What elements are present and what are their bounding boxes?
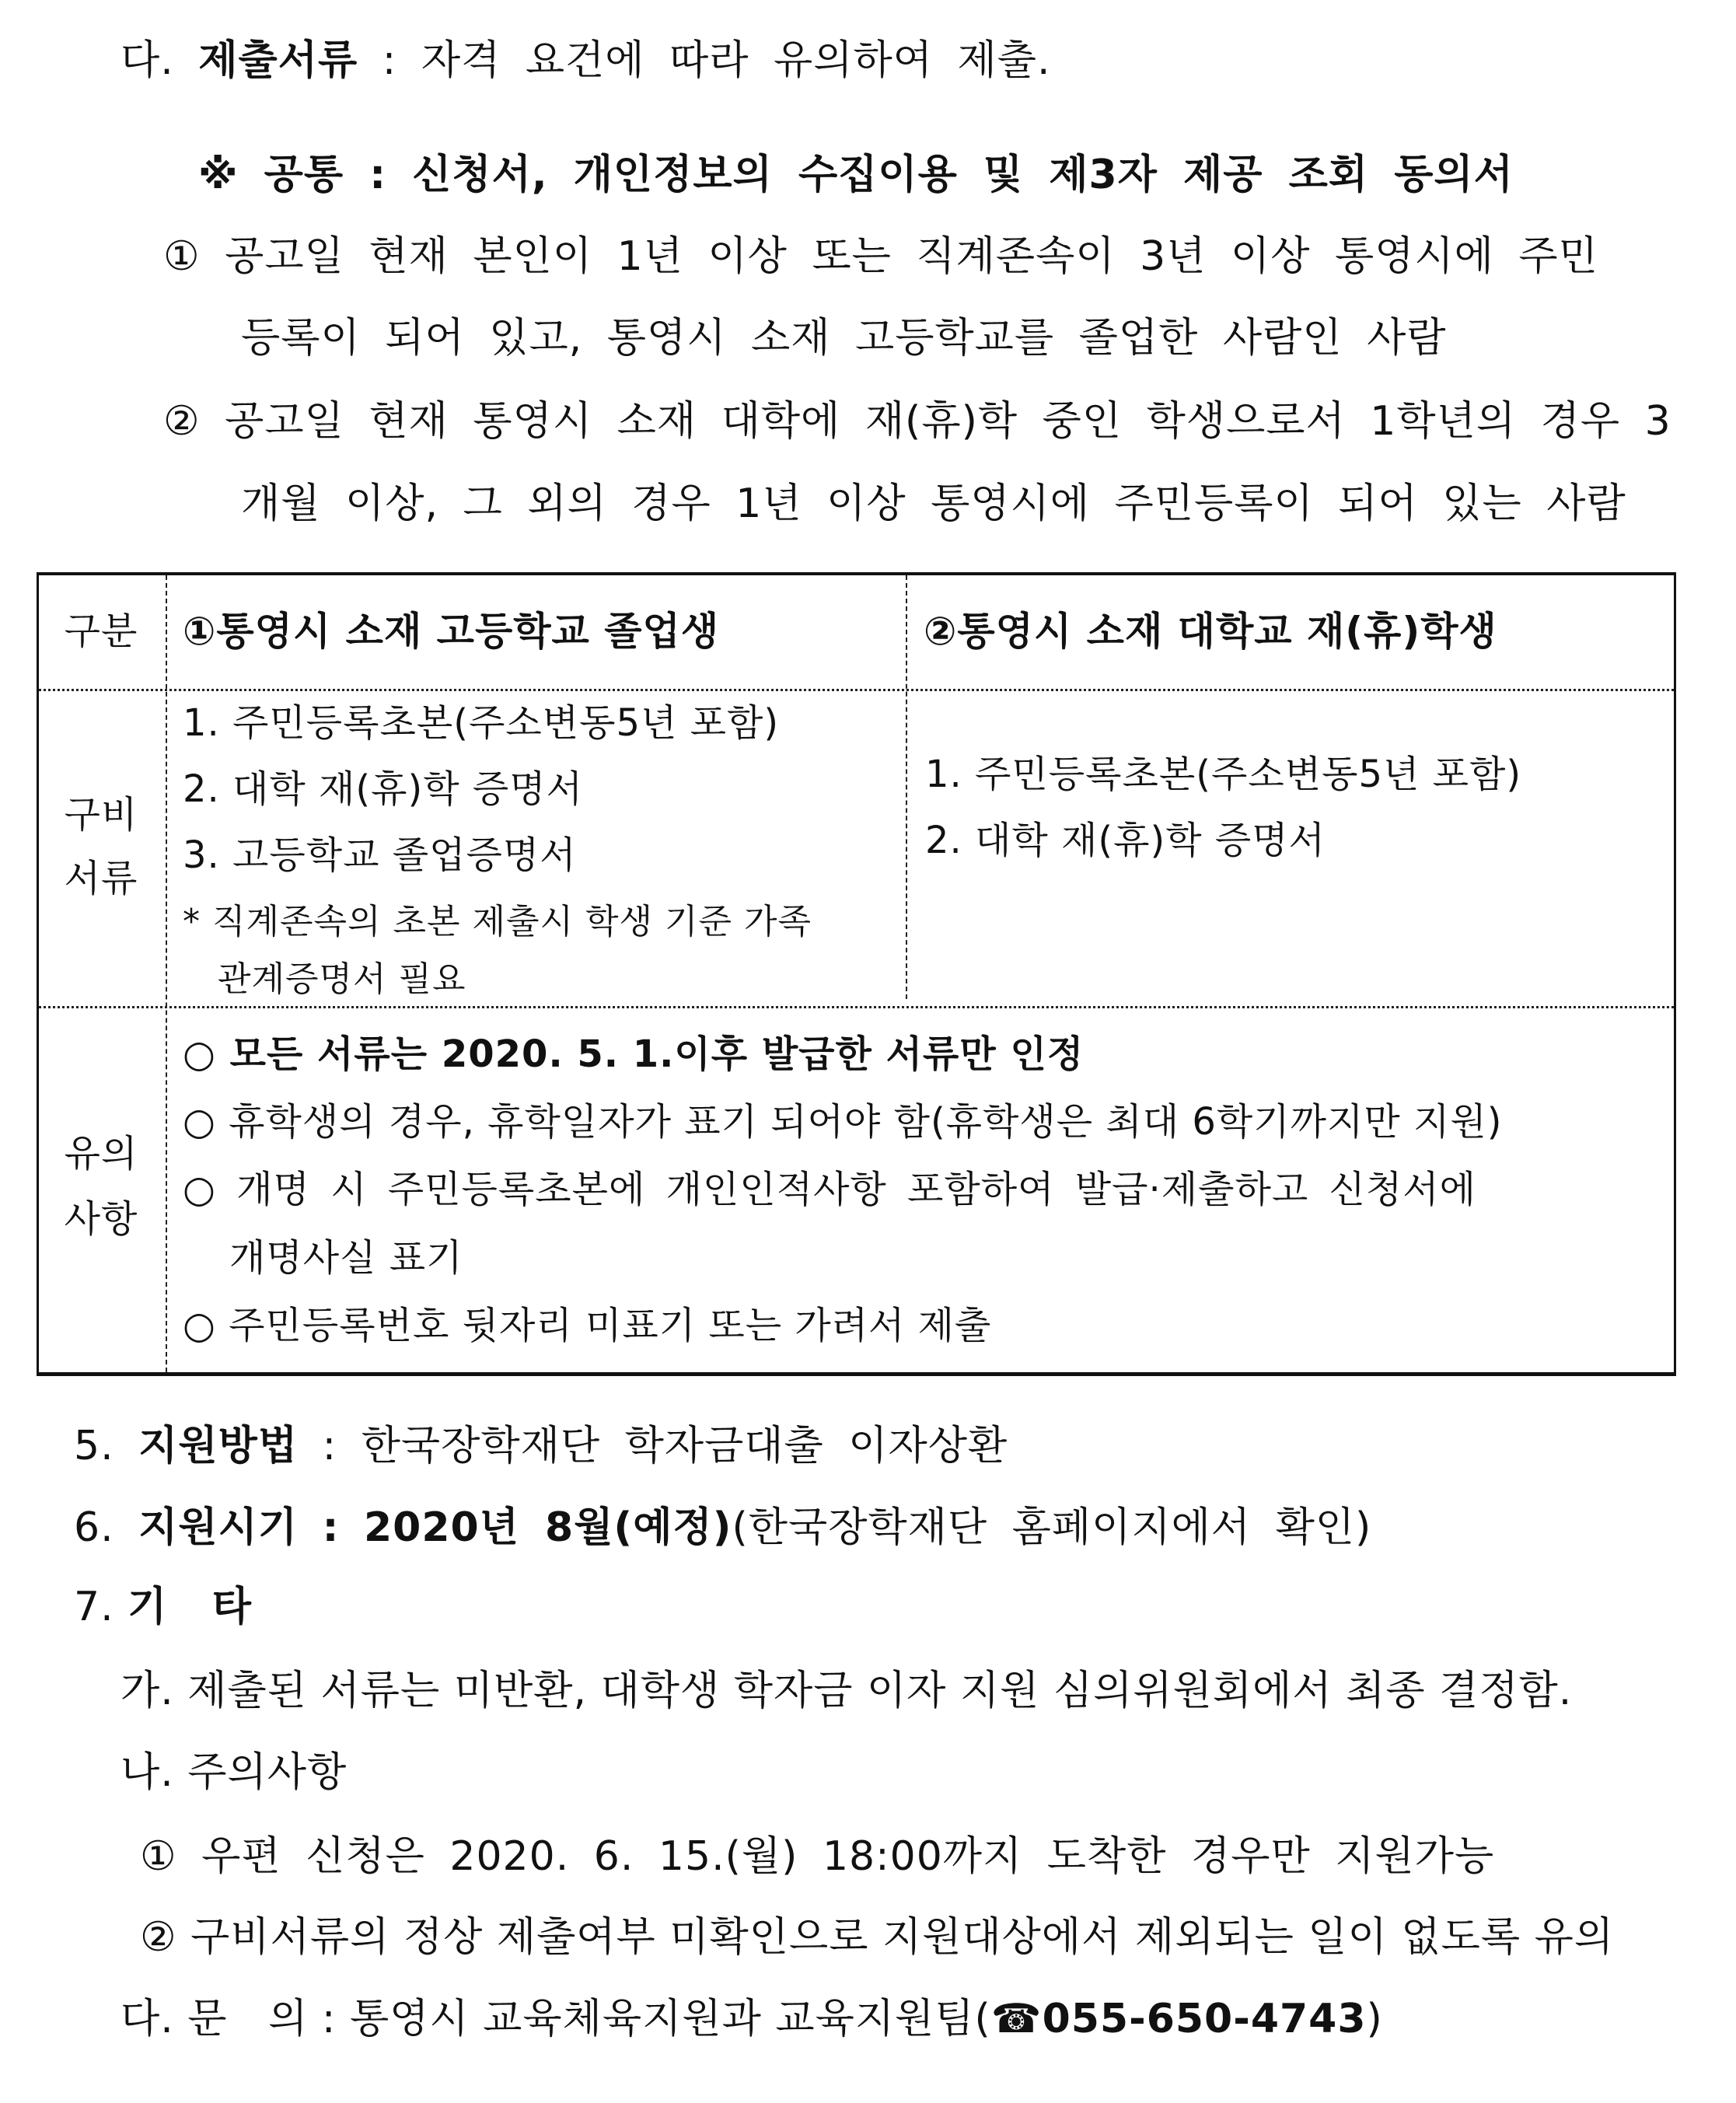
- section-text: 한국장학재단 학자금대출 이자상환: [361, 1423, 1008, 1469]
- section-prefix: 6.: [74, 1504, 114, 1551]
- section-text: (한국장학재단 홈페이지에서 확인): [732, 1504, 1372, 1551]
- paren-close: ): [1366, 1996, 1383, 2042]
- caution-item-1: [140, 1833, 1494, 1880]
- row-divider: [39, 1006, 1674, 1008]
- separator: :: [322, 1504, 340, 1551]
- circled-number-1: ①: [140, 1833, 177, 1880]
- note-item-cont: 개명사실 표기: [229, 1236, 463, 1280]
- item-text: 공고일 현재 통영시 소재 대학에 재(휴)학 중인 학생으로서 1학년의 경우 3: [225, 398, 1671, 445]
- note-item: ○ 모든 서류는 2020. 5. 1.이후 발급한 서류만 인정: [183, 1032, 1085, 1076]
- section-text: 제출된 서류는 미반환, 대학생 학자금 이자 지원 심의위원회에서 최종 결정함.: [187, 1668, 1573, 1714]
- separator: :: [321, 1996, 337, 2042]
- section-prefix: 다.: [121, 1996, 174, 2042]
- section-title: 지원시기: [138, 1504, 299, 1551]
- section-text: 자격 요건에 따라 유의하여 제출.: [421, 37, 1051, 84]
- note-item: ○ 휴학생의 경우, 휴학일자가 표기 되어야 함(휴학생은 최대 6학기까지만 지원): [183, 1100, 1503, 1144]
- support-date: 2020년 8월(예정): [363, 1504, 732, 1551]
- header-col1: ①통영시 소재 고등학교 졸업생: [183, 609, 720, 654]
- header-col2: ②통영시 소재 대학교 재(휴)학생: [924, 609, 1497, 654]
- caution-text: 우편 신청은 2020. 6. 15.(월) 18:00까지 도착한 경우만 지원가능: [201, 1833, 1495, 1880]
- eligibility-item-2-cont: 개월 이상, 그 외의 경우 1년 이상 통영시에 주민등록이 되어 있는 사람: [241, 480, 1626, 527]
- section-da-heading: [121, 37, 1051, 84]
- section-7-da: [121, 1996, 1383, 2042]
- doc-item: 3. 고등학교 졸업증명서: [183, 833, 577, 877]
- caution-item-2: [140, 1914, 1614, 1961]
- doc-note-cont: 관계증명서 필요: [218, 959, 466, 999]
- circled-number-2: ②: [140, 1914, 177, 1961]
- section-title: 주의사항: [187, 1749, 348, 1796]
- doc-note: * 직계존속의 초본 제출시 학생 기준 가족: [183, 902, 812, 941]
- separator: :: [322, 1423, 337, 1469]
- section-title: 문 의: [187, 1996, 309, 2042]
- section-prefix: 5.: [74, 1423, 114, 1469]
- doc-item: 2. 대학 재(휴)학 증명서: [925, 819, 1326, 862]
- circled-number-1: ①: [163, 233, 201, 280]
- documents-label-2: 서류: [64, 857, 138, 900]
- doc-item: 1. 주민등록초본(주소변동5년 포함): [183, 701, 780, 745]
- header-label: 구분: [64, 610, 138, 653]
- section-prefix: 다.: [121, 37, 174, 84]
- separator: :: [382, 37, 397, 84]
- eligibility-item-2: [163, 398, 1671, 445]
- notes-label-2: 사항: [64, 1197, 138, 1241]
- circled-number-2: ②: [163, 398, 201, 445]
- section-title: 제출서류: [198, 37, 358, 84]
- section-7-ga: [121, 1668, 1572, 1714]
- common-note: ※ 공통 : 신청서, 개인정보의 수집이용 및 제3자 제공 조회 동의서: [198, 152, 1514, 198]
- documents-table: [37, 572, 1676, 1376]
- notes-label-1: 유의: [64, 1132, 138, 1176]
- phone-icon: ☎: [990, 1996, 1043, 2042]
- note-item: ○ 개명 시 주민등록초본에 개인인적사항 포함하여 발급·제출하고 신청서에: [183, 1168, 1476, 1211]
- doc-item: 2. 대학 재(휴)학 증명서: [183, 767, 583, 811]
- eligibility-item-1-cont: 등록이 되어 있고, 통영시 소재 고등학교를 졸업한 사람인 사람: [241, 315, 1447, 362]
- caution-text: 구비서류의 정상 제출여부 미확인으로 지원대상에서 제외되는 일이 없도록 유의: [190, 1914, 1615, 1961]
- section-7-na: [121, 1749, 347, 1796]
- row-divider: [39, 689, 1674, 691]
- section-prefix: 가.: [121, 1668, 174, 1714]
- doc-item: 1. 주민등록초본(주소변동5년 포함): [925, 753, 1522, 796]
- column-divider: [166, 575, 167, 1372]
- contact-department: 통영시 교육체육지원과 교육지원팀(: [349, 1996, 991, 2042]
- note-item: ○ 주민등록번호 뒷자리 미표기 또는 가려서 제출: [183, 1304, 992, 1347]
- section-6: [74, 1504, 1371, 1551]
- section-prefix: 나.: [121, 1749, 174, 1796]
- section-prefix: 7.: [74, 1584, 114, 1630]
- eligibility-item-1: [163, 233, 1598, 280]
- section-title: 지원방법: [138, 1423, 299, 1469]
- section-title: 기 타: [127, 1584, 252, 1630]
- column-divider: [906, 575, 907, 999]
- documents-label-1: 구비: [64, 793, 138, 837]
- section-7: [74, 1584, 252, 1630]
- item-text: 공고일 현재 본인이 1년 이상 또는 직계존속이 3년 이상 통영시에 주민: [225, 233, 1598, 280]
- section-5: [74, 1423, 1008, 1469]
- contact-phone: 055-650-4743: [1042, 1996, 1367, 2042]
